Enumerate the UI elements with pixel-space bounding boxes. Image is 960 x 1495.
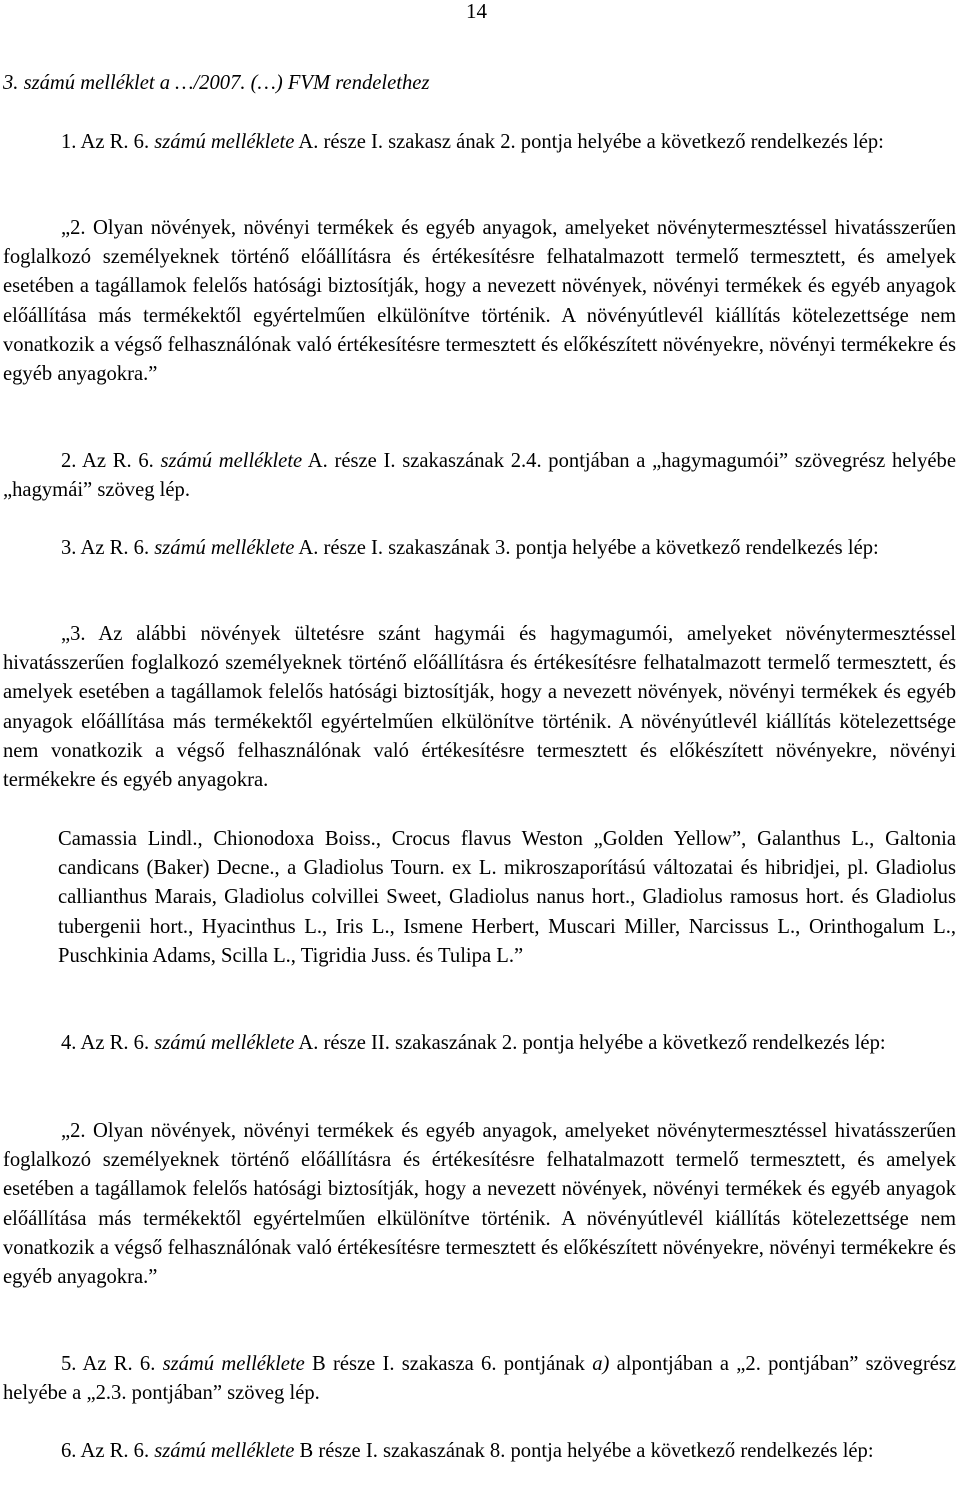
document-title: 3. számú melléklet a …/2007. (…) FVM rendelethez — [3, 72, 430, 94]
item-5-text: 5. Az R. 6. — [61, 1353, 163, 1375]
item-1-text-rest: A. része I. szakasz ának 2. pontja helyébe a következő rendelkezés lép: — [294, 131, 884, 153]
page-number: 14 — [466, 0, 487, 23]
amendment-item-1 — [3, 128, 956, 157]
quoted-provision-2: „2. Olyan növények, növényi termékek és egyéb anyagok, amelyeket növénytermesztéssel hivatásszerűen foglalkozó személyeknek történő előállításra és értékesítésre felhatalmazott termelő termesztett, és amelyek esetében a tagállamok felelős hatósági biztosítják, hogy a nevezett növények, növényi termékek és egyéb anyagok előállítása más termékektől egyértelműen elkülönítve történik. A növényútlevél kiállítás kötelezettsége nem vonatkozik a végső felhasználónak való értékesítésre termesztett és előkészített növényekre, növényi termékekre és egyéb anyagokra.” — [3, 217, 956, 386]
item-5-text-rest: alpontjában a „2. pontjában” szövegrész helyébe a „2.3. pontjában” szöveg lép. — [3, 1353, 957, 1405]
item-4-italic: számú melléklete — [154, 1032, 295, 1054]
item-1-text: 1. Az R. 6. — [61, 131, 155, 153]
item-6-text-rest: B része I. szakaszának 8. pontja helyébe a következő rendelkezés lép: — [294, 1440, 874, 1462]
item-3-text: 3. Az R. 6. — [61, 537, 155, 559]
species-list: Camassia Lindl., Chionodoxa Boiss., Crocus flavus Weston „Golden Yellow”, Galanthus L., Galtonia candicans (Baker) Decne., a Gladiolus Tourn. ex L. mikroszaporítású változatai és hibridjei, pl. Gladiolus callianthus Marais, Gladiolus colvillei Sweet, Gladiolus nanus hort., Gladiolus ramosus hort. és Gladiolus tubergenii hort., Hyacinthus L., Iris L., Ismene Herbert, Muscari Miller, Narcissus L., Orinthogalum L., Puschkinia Adams, Scilla L., Tigridia Juss. és Tulipa L.” — [58, 828, 956, 967]
item-1-italic: számú melléklete — [154, 131, 295, 153]
quoted-provision-3: „3. Az alábbi növények ültetésre szánt hagymái és hagymagumói, amelyeket növénytermesztéssel hivatásszerűen foglalkozó személyeknek történő előállításra és értékesítésre felhatalmazott termelő termesztett, és amelyek esetében a tagállamok felelős hatósági biztosítják, hogy a nevezett növények, növényi termékek és egyéb anyagok előállítása más termékektől egyértelműen elkülönítve történik. A növényútlevél kiállítás kötelezettsége nem vonatkozik a végső felhasználónak való értékesítésre termesztett és előkészített növényekre, növényi termékekre és egyéb anyagokra. — [3, 623, 956, 792]
item-6-italic: számú melléklete — [154, 1440, 295, 1462]
item-6-text: 6. Az R. 6. — [61, 1440, 155, 1462]
item-5-text-mid: B része I. szakasza 6. pontjának — [304, 1353, 593, 1375]
amendment-item-4 — [3, 1029, 956, 1058]
amendment-item-3 — [3, 534, 956, 563]
quoted-provision-4: „2. Olyan növények, növényi termékek és egyéb anyagok, amelyeket növénytermesztéssel hivatásszerűen foglalkozó személyeknek történő előállításra és értékesítésre felhatalmazott termelő termesztett, és amelyek esetében a tagállamok felelős hatósági biztosítják, hogy a nevezett növények, növényi termékek és egyéb anyagok előállítása más termékektől egyértelműen elkülönítve történik. A növényútlevél kiállítás kötelezettsége nem vonatkozik a végső felhasználónak való értékesítésre termesztett és előkészített növényekre, növényi termékekre és egyéb anyagokra.” — [3, 1120, 956, 1289]
amendment-item-5 — [3, 1350, 956, 1408]
item-3-italic: számú melléklete — [154, 537, 295, 559]
item-2-text-rest: A. része I. szakaszának 2.4. pontjában a „hagymagumói” szövegrész helyébe „hagymái” szöveg lép. — [3, 450, 956, 502]
item-2-text: 2. Az R. 6. — [61, 450, 161, 472]
item-2-italic: számú melléklete — [160, 450, 303, 472]
item-3-text-rest: A. része I. szakaszának 3. pontja helyébe a következő rendelkezés lép: — [294, 537, 879, 559]
item-4-text-rest: A. része II. szakaszának 2. pontja helyébe a következő rendelkezés lép: — [294, 1032, 886, 1054]
item-5-italic-point: a) — [592, 1353, 610, 1375]
item-5-italic: számú melléklete — [162, 1353, 305, 1375]
amendment-item-2 — [3, 447, 956, 505]
amendment-item-6 — [3, 1437, 956, 1466]
item-4-text: 4. Az R. 6. — [61, 1032, 155, 1054]
